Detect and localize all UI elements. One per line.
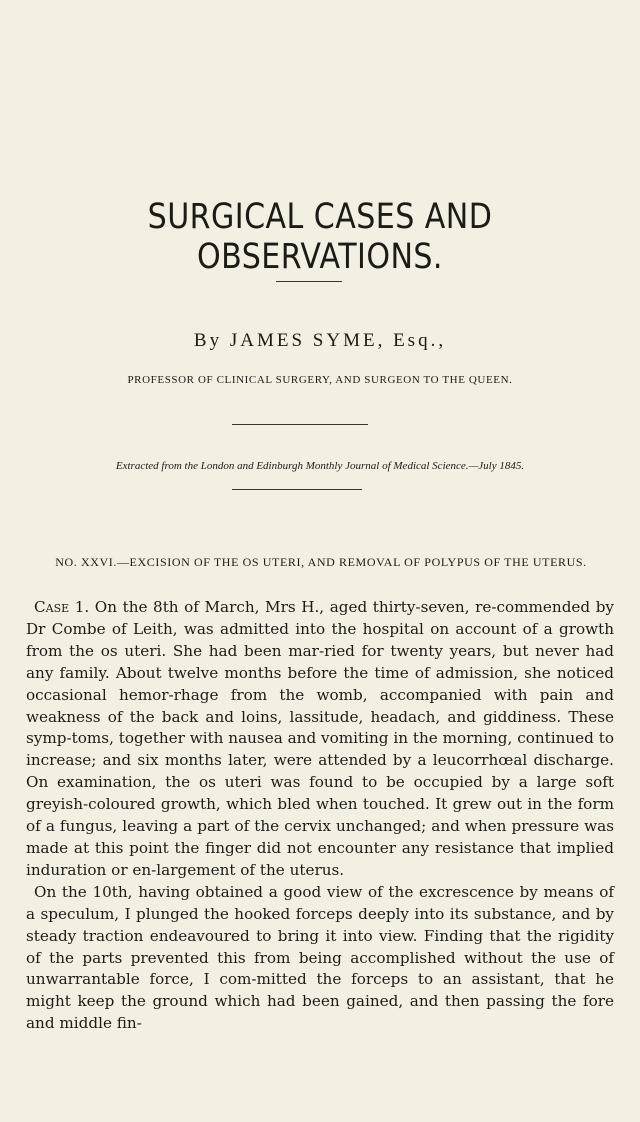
paragraph-1-text: On the 8th of March, Mrs H., aged thirty-seven, re-commended by Dr Combe of Leith, was admitted into the hospital on account of a growth from the os uteri. She had been mar-ried for twenty years, but never had any family. About twelve months before the time of admission, she noticed occasional hemor-rhage from the womb, accompanied with pain and weakness of the back and loins, lassitude, headach, and giddiness. These symp-toms, together with nausea and vomiting in the morning, continued to increase; and six months later, were attended by a leucorrhœal discharge. On examination, the os uteri was found to be occupied by a large soft greyish-coloured growth, which bled when touched. It grew out in the form of a fungus, leaving a part of the cervix unchanged; and when pressure was made at this point the finger did not encounter any resistance that implied induration or en-largement of the uterus. — [26, 598, 615, 879]
body-text — [26, 597, 614, 1035]
title-divider — [276, 281, 342, 282]
source-note: Extracted from the London and Edinburgh Monthly Journal of Medical Science.—July 1845. — [115, 460, 525, 472]
paragraph-2: On the 10th, having obtained a good view of the excrescence by means of a speculum, I plunged the hooked forceps deeply into its substance, and by steady traction endeavoured to bring it into view. Finding that the rigidity of the parts prevented this from being accomplished without the use of unwarrantable force, I com-mitted the forceps to an assistant, that he might keep the ground which had been gained, and then passing the fore and middle fin- — [26, 882, 614, 1033]
case-label: Case 1. — [34, 598, 90, 616]
extract-divider-top — [232, 424, 368, 425]
case-heading: NO. XXVI.—EXCISION OF THE OS UTERI, AND REMOVAL OF POLYPUS OF THE UTERUS. — [55, 555, 587, 569]
paragraph-1 — [26, 597, 614, 882]
document-title: SURGICAL CASES AND OBSERVATIONS. — [147, 197, 493, 277]
extract-divider-bottom — [232, 489, 362, 490]
author-title: PROFESSOR OF CLINICAL SURGERY, AND SURGEON TO THE QUEEN. — [127, 374, 513, 386]
author-byline: By JAMES SYME, Esq., — [193, 330, 447, 351]
